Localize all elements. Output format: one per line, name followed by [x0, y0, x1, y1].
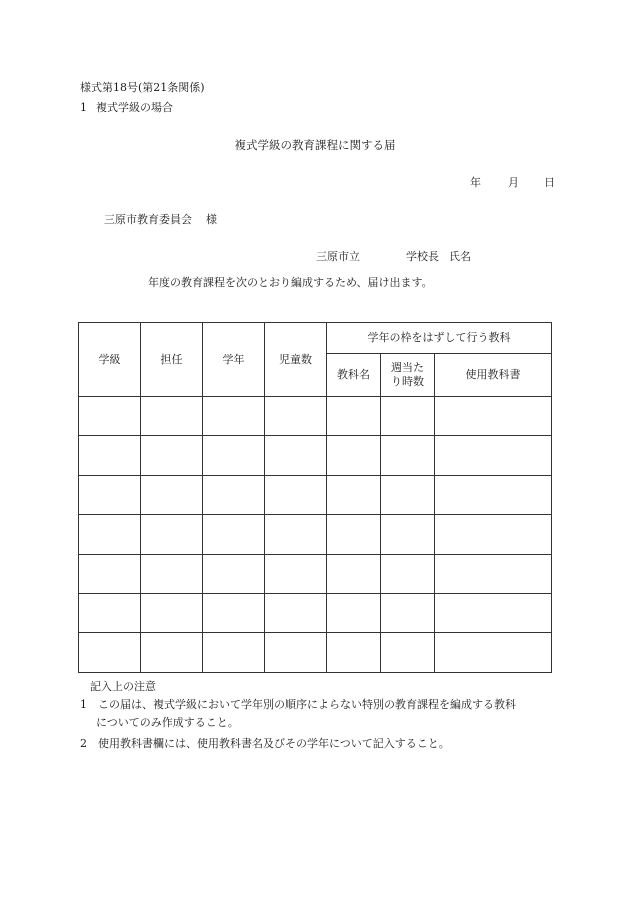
table-cell[interactable] — [381, 593, 435, 632]
table-cell[interactable] — [79, 554, 141, 593]
notes-title: 記入上の注意 — [90, 680, 156, 693]
table-cell[interactable] — [203, 515, 265, 554]
table-row — [79, 554, 552, 593]
table-cell[interactable] — [265, 475, 327, 514]
table-cell[interactable] — [203, 397, 265, 436]
case-number: 1 — [80, 101, 87, 114]
table-cell[interactable] — [381, 633, 435, 672]
table-cell[interactable] — [141, 436, 203, 475]
document-title: 複式学級の教育課程に関する届 — [234, 138, 396, 152]
table-cell[interactable] — [265, 515, 327, 554]
header-weekly-hours — [381, 354, 435, 397]
table-cell[interactable] — [265, 397, 327, 436]
table-cell[interactable] — [141, 593, 203, 632]
addressee — [104, 213, 217, 227]
table-row — [79, 515, 552, 554]
table-cell[interactable] — [327, 397, 381, 436]
table-cell[interactable] — [327, 515, 381, 554]
table-cell[interactable] — [327, 593, 381, 632]
note-item-1 — [80, 698, 516, 712]
table-cell[interactable] — [203, 554, 265, 593]
table-cell[interactable] — [265, 633, 327, 672]
table-cell[interactable] — [79, 397, 141, 436]
table-row — [79, 397, 552, 436]
note-item-1-continuation: についてのみ作成すること。 — [96, 716, 239, 729]
table-cell[interactable] — [203, 593, 265, 632]
case-heading — [80, 101, 173, 115]
table-cell[interactable] — [435, 397, 552, 436]
date-line — [470, 176, 555, 190]
table-cell[interactable] — [79, 475, 141, 514]
table-cell[interactable] — [141, 554, 203, 593]
header-subject: 教科名 — [327, 354, 381, 397]
header-weekly-hours-line1: 週当た — [391, 361, 424, 374]
table-cell[interactable] — [141, 397, 203, 436]
note-number: 2 — [80, 737, 87, 750]
table-cell[interactable] — [203, 633, 265, 672]
table-cell[interactable] — [265, 436, 327, 475]
table-cell[interactable] — [79, 593, 141, 632]
table-cell[interactable] — [141, 475, 203, 514]
table-cell[interactable] — [381, 515, 435, 554]
curriculum-table — [78, 322, 552, 673]
table-row — [79, 593, 552, 632]
table-cell[interactable] — [435, 633, 552, 672]
table-cell[interactable] — [381, 475, 435, 514]
date-year-label: 年 — [470, 176, 481, 189]
table-cell[interactable] — [141, 515, 203, 554]
table-cell[interactable] — [381, 397, 435, 436]
note-number: 1 — [80, 698, 87, 711]
table-cell[interactable] — [203, 436, 265, 475]
table-row — [79, 633, 552, 672]
note-text: この届は、複式学級において学年別の順序によらない特別の教育課程を編成する教科 — [98, 698, 516, 711]
table-cell[interactable] — [265, 593, 327, 632]
addressee-honorific: 様 — [206, 213, 217, 226]
sender-city: 三原市立 — [316, 250, 360, 263]
table-cell[interactable] — [435, 515, 552, 554]
sender-line — [316, 250, 471, 264]
statement: 年度の教育課程を次のとおり編成するため、届け出ます。 — [148, 276, 433, 289]
sender-school-principal: 学校長 — [406, 250, 439, 263]
header-weekly-hours-line2: り時数 — [391, 375, 424, 388]
table-cell[interactable] — [435, 475, 552, 514]
note-text: 使用教科書欄には、使用教科書名及びその学年について記入すること。 — [98, 737, 450, 750]
form-number: 様式第18号(第21条関係) — [80, 81, 205, 94]
table-row — [79, 436, 552, 475]
table-cell[interactable] — [381, 554, 435, 593]
table-cell[interactable] — [435, 436, 552, 475]
header-class: 学級 — [79, 323, 141, 397]
table-row — [79, 475, 552, 514]
table-cell[interactable] — [327, 436, 381, 475]
table-cell[interactable] — [203, 475, 265, 514]
table-cell[interactable] — [79, 515, 141, 554]
table-cell[interactable] — [435, 593, 552, 632]
header-grade: 学年 — [203, 323, 265, 397]
header-students: 児童数 — [265, 323, 327, 397]
case-text: 複式学級の場合 — [96, 101, 173, 114]
header-textbook: 使用教科書 — [435, 354, 552, 397]
date-day-label: 日 — [544, 176, 555, 189]
table-cell[interactable] — [79, 436, 141, 475]
addressee-name: 三原市教育委員会 — [104, 213, 192, 226]
date-month-label: 月 — [508, 176, 519, 189]
table-cell[interactable] — [141, 633, 203, 672]
table-cell[interactable] — [327, 633, 381, 672]
table-cell[interactable] — [327, 475, 381, 514]
table-cell[interactable] — [265, 554, 327, 593]
table-cell[interactable] — [79, 633, 141, 672]
header-cross-grade-subjects: 学年の枠をはずして行う教科 — [327, 323, 552, 354]
header-teacher: 担任 — [141, 323, 203, 397]
sender-name-label: 氏名 — [449, 250, 471, 263]
table-cell[interactable] — [381, 436, 435, 475]
note-item-2 — [80, 737, 450, 751]
table-cell[interactable] — [435, 554, 552, 593]
table-cell[interactable] — [327, 554, 381, 593]
